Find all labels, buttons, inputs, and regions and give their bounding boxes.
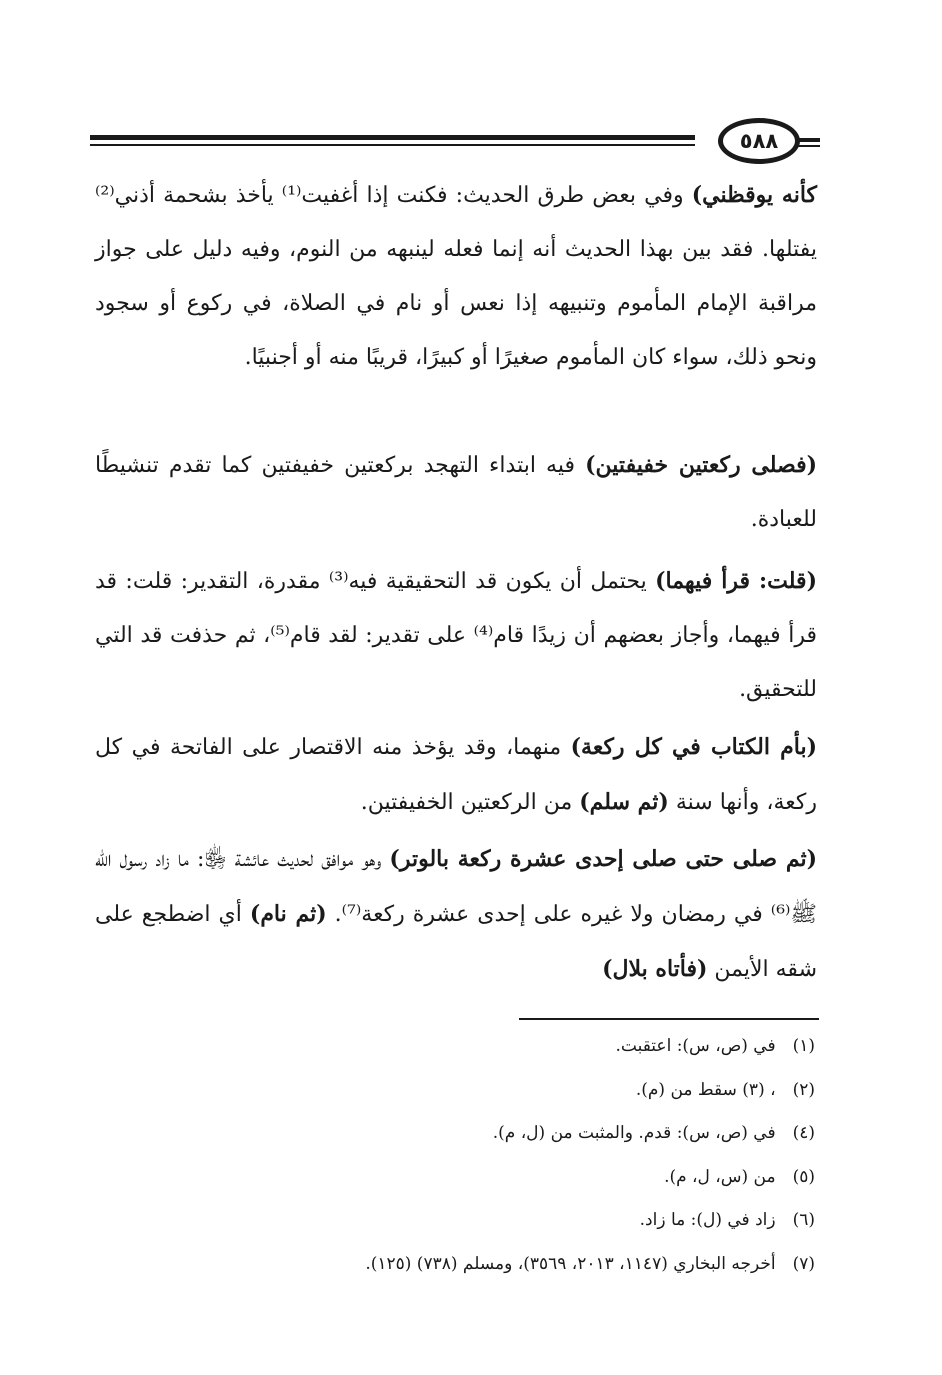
bold-inline: (فأتاه بلال)	[602, 956, 708, 982]
footnote-text: ، (٣) سقط من (م).	[635, 1079, 776, 1100]
bold-lead: (ثم صلى حتى صلى إحدى عشرة ركعة بالوتر)	[389, 846, 817, 872]
footnote-text: أخرجه البخاري (١١٤٧، ٢٠١٣، ٣٥٦٩)، ومسلم (٧٣٨) (١٢٥).	[365, 1253, 776, 1274]
bold-inline: (ثم سلم)	[579, 789, 669, 815]
footnote-separator	[519, 1018, 819, 1020]
footnote	[95, 1025, 815, 1069]
page-number: ٥٨٨	[718, 118, 800, 164]
bold-lead: (بأم الكتاب في كل ركعة)	[570, 734, 817, 760]
bold-lead: (قلت: قرأ فيهما)	[655, 568, 817, 594]
bold-inline: (ثم نام)	[249, 901, 327, 927]
bold-lead: (فصلى ركعتين خفيفتين)	[585, 452, 818, 478]
paragraph-text: وفي بعض طرق الحديث: فكنت إذا أغفيت⁽¹⁾ يأخذ بشحمة أذني⁽²⁾ يفتلها. فقد بين بهذا الحديث أنه إنما فعله لينبهه من النوم، وفيه دليل على جواز مراقبة الإمام المأموم وتنبيهه إذا نعس أو نام في الصلاة، في ركوع أو سجود ونحو ذلك، سواء كان المأموم صغيرًا أو كبيرًا، قريبًا منه أو أجنبيًا.	[95, 183, 817, 370]
footnote-number: (١)	[792, 1036, 815, 1056]
footnote-text: زاد في (ل): ما زاد.	[639, 1210, 776, 1230]
footnote-text: من (س، ل، م).	[664, 1166, 776, 1187]
footnote-number: (٤)	[792, 1123, 815, 1143]
page-header	[90, 118, 820, 168]
footnote	[95, 1199, 815, 1243]
footnote-number: (٥)	[792, 1166, 815, 1187]
paragraph-text: وهو موافق لحديث عائشة ﵂: ما زاد رسول الله ﷺ⁽⁶⁾ في رمضان ولا غيره على إحدى عشرة ركعة⁽⁷⁾.	[95, 847, 817, 927]
paragraph-text: منهما، وقد يؤخذ منه الاقتصار على الفاتحة في كل ركعة، وأنها سنة	[95, 735, 817, 815]
paragraph-1	[95, 168, 817, 385]
footnote-text: في (ص، س): قدم. والمثبت من (ل، م).	[492, 1123, 776, 1143]
paragraph-text: يحتمل أن يكون قد التحقيقية فيه⁽³⁾ مقدرة، التقدير: قلت: قد قرأ فيهما، وأجاز بعضهم أن زيدًا قام⁽⁴⁾ على تقدير: لقد قام⁽⁵⁾، ثم حذفت قد التي للتحقيق.	[95, 569, 817, 702]
paragraph-text: من الركعتين الخفيفتين.	[360, 790, 580, 815]
paragraph-2	[95, 438, 817, 547]
paragraph-5	[95, 832, 817, 997]
footnote	[95, 1243, 815, 1287]
paragraph-text: فيه ابتداء التهجد بركعتين خفيفتين كما تقدم تنشيطًا للعبادة.	[95, 453, 817, 532]
header-rule-thin	[90, 144, 695, 146]
footnote-number: (٦)	[792, 1210, 815, 1230]
header-rule-thick	[90, 135, 695, 140]
paragraph-3	[95, 554, 817, 717]
bold-lead: كأنه يوقظني)	[691, 182, 818, 208]
footnote	[95, 1069, 815, 1113]
footnote-number: (٧)	[792, 1253, 815, 1274]
footnote	[95, 1112, 815, 1156]
footnote	[95, 1156, 815, 1200]
paragraph-4	[95, 720, 817, 830]
footnote-text: في (ص، س): اعتقبت.	[615, 1036, 776, 1056]
footnotes	[95, 1025, 815, 1286]
footnote-number: (٢)	[792, 1079, 815, 1100]
paragraph-text: أي اضطجع على شقه الأيمن	[95, 902, 817, 982]
